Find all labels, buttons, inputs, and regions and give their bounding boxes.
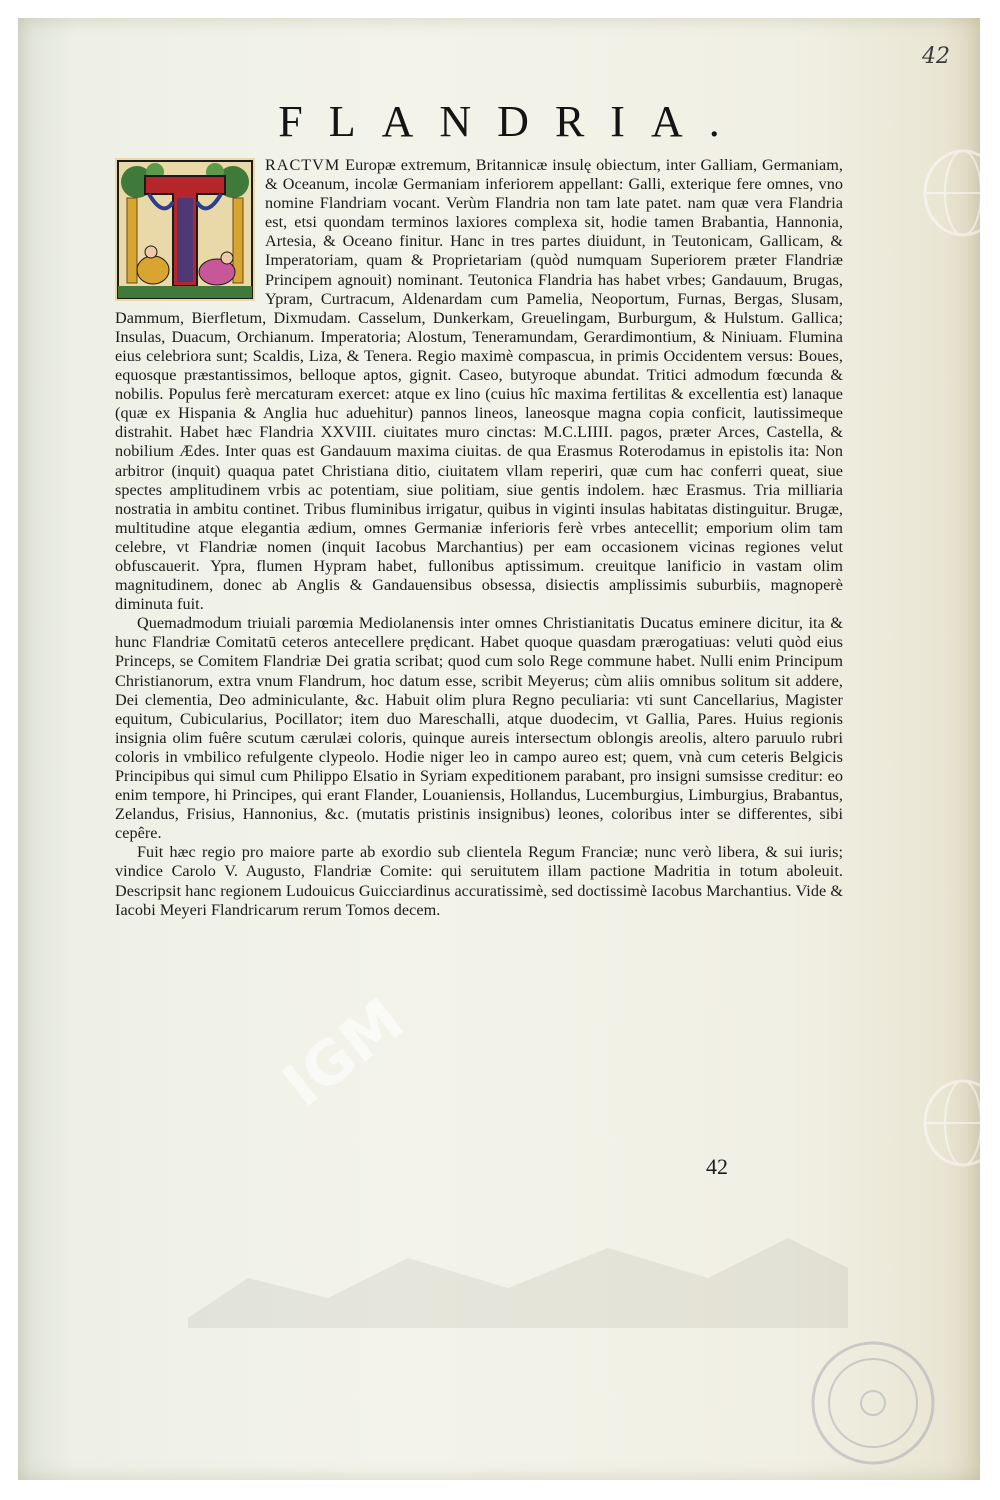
igm-watermark: IGM <box>270 985 417 1121</box>
paragraph-2: Quemadmodum triuiali parœmia Mediolanensis inter omnes Christianitatis Ducatus eminere dicitur, ita & hunc Flandriæ Comitatū ceteros antecellere prędicant. Habet quoque quasdam prærogatiuas: veluti quòd eius Princeps, se Comitem Flandriæ Dei gratia scribat; quod cum solo Rege commune habet. Nulli enim Principum Christianorum, extra vnum Flandrum, hoc datum esse, scribit Meyerus; cùm aliis omnibus solitum sit addere, Dei clementia, Deo adminiculante, &c. Habuit olim plura Regno peculiaria: vti sunt Cancellarius, Magister equitum, Cubicularius, Pocillator; item duo Mareschalli, atque duodecim, vt Gallia, Pares. Huius regionis insignia olim fuêre scutum cærulæi coloris, quinque aureis intersectum oblongis areolis, altero paruulo rubri coloris in vmbilico refulgente clypeolo. Hodie niger leo in campo aureo est; quem, vnà cum ceteris Belgicis Principibus qui simul cum Philippo Elsatio in Syriam expeditionem parabant, pro insigni sumsisse creditur: eo enim tempore, hi Principes, qui erant Flander, Louaniensis, Hollandus, Lucemburgius, Limburgius, Brabantus, Zelandus, Frisius, Hannonius, &c. (mutatis pristinis insignibus) leones, coloribus inter se differentes, sibi cepêre. <box>115 614 843 843</box>
body-text <box>115 156 843 920</box>
library-stamp-icon <box>798 1328 948 1478</box>
page-number: 42 <box>706 1154 728 1179</box>
handwritten-folio-number: 42 <box>922 44 950 69</box>
page-title: FLANDRIA. <box>278 97 746 146</box>
paragraph-3: Fuit hæc regio pro maiore parte ab exordio sub clientela Regum Franciæ; nunc verò libera, & sui iuris; vindice Carolo V. Augusto, Flandriæ Comite: qui seruitutem illam pactione Madritia in totum aboleuit. Descripsit hanc regionem Ludouicus Guicciardinus accuratissimè, sed doctissimè Iacobus Marchantius. Vide & Iacobi Meyeri Flandricarum rerum Tomos decem. <box>115 843 843 919</box>
decorated-initial-t <box>115 158 255 301</box>
globe-watermark-icon <box>918 1078 980 1168</box>
show-through-map-offset <box>188 1218 848 1328</box>
first-word: RACTVM <box>265 156 341 174</box>
paragraph-1-text: Europæ extremum, Britannicæ insulę obiectum, inter Galliam, Germaniam, & Oceanum, incolæ Germaniam inferiorem appellant: Galli, exterique fere omnes, vno nomine Flandriam vocant. Verùm Flandria non tam late patet. nam quæ vera Flandria est, etsi quondam terminos laxiores complexa sit, hodie tamen Brabantia, Hannonia, Artesia, & Oceano finitur. Hanc in tres partes diuidunt, in Teutonicam, Gallicam, & Imperatoriam, quam & Proprietariam (quòd numquam Superiorem præter Flandriæ Principem agnouit) nominant. Teutonica Flandria has habet vrbes; Gandauum, Brugas, Ypram, Curtracum, Aldenardam cum Pamelia, Neoportum, Furnas, Bergas, Slusam, Dammum, Bierfletum, Dixmudam. Casselum, Dunkerkam, Greuelingam, Burburgum, & Hulstum. Gallica; Insulas, Duacum, Orchianum. Imperatoria; Alostum, Teneramundam, Gerardimontium, & Niniuam. Flumina eius celebriora sunt; Scaldis, Liza, & Tenera. Regio maximè compascua, in primis Occidentem versus: Boues, equosque præstantissimos, belloque aptos, gignit. Caseo, butyroque abundat. Tritici admodum fœcunda & nobilis. Populus ferè mercaturam exercet: atque ex lino (cuius hîc maxima fertilitas & excellentia est) lanaque (quæ ex Hispania & Anglia huc aduehitur) pannos lineos, laneosque magna copia conficit, lautissimeque distrahit. Habet hæc Flandria XXVIII. ciuitates muro cinctas: M.C.LIIII. pagos, præter Arces, Castella, & nobilium Ædes. Inter quas est Gandauum maxima ciuitas. de qua Erasmus Roterodamus in epistolis ita: Non arbitror (inquit) quaqua patet Christiana ditio, ciuitatem vllam reperiri, quæ cum hac conferri queat, siue spectes amplitudinem vrbis ac potentiam, siue politiam, siue gentis indolem. hæc Erasmus. Tria milliaria nostratia in ambitu continet. Tribus fluminibus irrigatur, quibus in viginti insulas habitatas distinguitur. Brugæ, multitudine atque elegantia ædium, omnes Germaniæ inferioris ferè vrbes antecellit; emporium olim tam celebre, vt Flandriæ nomen (inquit Iacobus Marchantius) per eam occasionem vicinas regiones velut obfuscauerit. Ypra, flumen Hypram habet, fullonibus aptissimum. creuitque lanificio in vastam olim magnitudinem, donec ab Anglis & Gandauensibus obsessa, disiectis amplissimis suburbiis, magnoperè diminuta fuit. <box>115 156 843 614</box>
globe-watermark-icon <box>918 148 980 238</box>
page-sheet <box>18 18 980 1480</box>
